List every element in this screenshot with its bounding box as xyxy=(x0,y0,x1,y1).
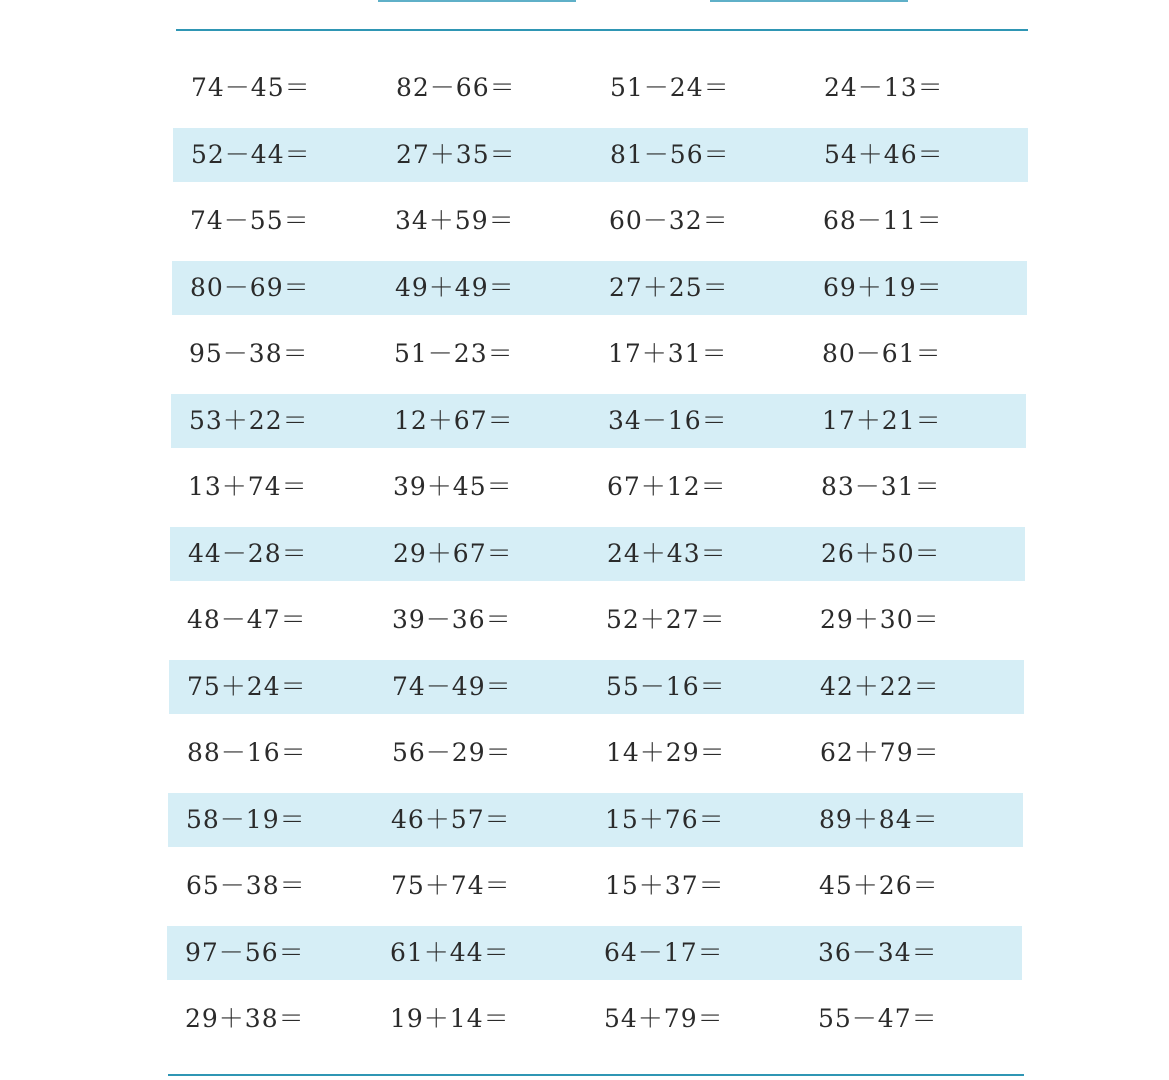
arithmetic-problem: 67＋12＝ xyxy=(607,472,727,501)
arithmetic-problem: 36－34＝ xyxy=(818,938,938,967)
arithmetic-problem: 69＋19＝ xyxy=(823,273,943,302)
arithmetic-problem: 54＋79＝ xyxy=(604,1004,724,1033)
arithmetic-problem: 56－29＝ xyxy=(392,738,512,767)
problem-row xyxy=(173,61,1028,115)
arithmetic-problem: 17＋21＝ xyxy=(822,406,942,435)
arithmetic-problem: 80－61＝ xyxy=(822,339,942,368)
arithmetic-problem: 39－36＝ xyxy=(392,605,512,634)
arithmetic-problem: 12＋67＝ xyxy=(394,406,514,435)
arithmetic-problem: 51－24＝ xyxy=(610,73,730,102)
arithmetic-problem: 29＋30＝ xyxy=(820,605,940,634)
arithmetic-problem: 27＋25＝ xyxy=(609,273,729,302)
problem-row xyxy=(170,460,1025,514)
problem-row xyxy=(172,261,1027,315)
arithmetic-problem: 15＋37＝ xyxy=(605,871,725,900)
problem-row xyxy=(167,992,1022,1046)
arithmetic-problem: 52－44＝ xyxy=(191,140,311,169)
arithmetic-problem: 45＋26＝ xyxy=(819,871,939,900)
arithmetic-problem: 68－11＝ xyxy=(823,206,943,235)
arithmetic-problem: 24－13＝ xyxy=(824,73,944,102)
arithmetic-problem: 27＋35＝ xyxy=(396,140,516,169)
arithmetic-problem: 75＋74＝ xyxy=(391,871,511,900)
arithmetic-problem: 24＋43＝ xyxy=(607,539,727,568)
problem-row xyxy=(168,793,1023,847)
arithmetic-problem: 62＋79＝ xyxy=(820,738,940,767)
arithmetic-problem: 88－16＝ xyxy=(187,738,307,767)
arithmetic-problem: 60－32＝ xyxy=(609,206,729,235)
arithmetic-problem: 81－56＝ xyxy=(610,140,730,169)
arithmetic-problem: 39＋45＝ xyxy=(393,472,513,501)
arithmetic-problem: 58－19＝ xyxy=(186,805,306,834)
arithmetic-problem: 55－16＝ xyxy=(606,672,726,701)
arithmetic-problem: 26＋50＝ xyxy=(821,539,941,568)
arithmetic-problem: 42＋22＝ xyxy=(820,672,940,701)
problem-row xyxy=(171,394,1026,448)
arithmetic-problem: 29＋38＝ xyxy=(185,1004,305,1033)
arithmetic-problem: 17＋31＝ xyxy=(608,339,728,368)
arithmetic-problem: 53＋22＝ xyxy=(189,406,309,435)
arithmetic-problem: 74－55＝ xyxy=(190,206,310,235)
arithmetic-problem: 19＋14＝ xyxy=(390,1004,510,1033)
arithmetic-problem: 49＋49＝ xyxy=(395,273,515,302)
arithmetic-problem: 97－56＝ xyxy=(185,938,305,967)
arithmetic-problem: 52＋27＝ xyxy=(606,605,726,634)
arithmetic-problem: 46＋57＝ xyxy=(391,805,511,834)
arithmetic-problem: 65－38＝ xyxy=(186,871,306,900)
arithmetic-problem: 82－66＝ xyxy=(396,73,516,102)
problem-row xyxy=(169,726,1024,780)
arithmetic-problem: 61＋44＝ xyxy=(390,938,510,967)
arithmetic-problem: 44－28＝ xyxy=(188,539,308,568)
arithmetic-problem: 34＋59＝ xyxy=(395,206,515,235)
arithmetic-problem: 51－23＝ xyxy=(394,339,514,368)
arithmetic-problem: 55－47＝ xyxy=(818,1004,938,1033)
arithmetic-problem: 95－38＝ xyxy=(189,339,309,368)
problem-row xyxy=(171,327,1026,381)
bottom-rule xyxy=(168,1074,1024,1076)
problem-row xyxy=(169,593,1024,647)
problem-row xyxy=(173,128,1028,182)
arithmetic-problem: 64－17＝ xyxy=(604,938,724,967)
arithmetic-problem: 54＋46＝ xyxy=(824,140,944,169)
arithmetic-problem: 80－69＝ xyxy=(190,273,310,302)
arithmetic-problem: 13＋74＝ xyxy=(188,472,308,501)
problem-row xyxy=(169,660,1024,714)
arithmetic-problem: 15＋76＝ xyxy=(605,805,725,834)
problem-row xyxy=(167,926,1022,980)
arithmetic-problem: 29＋67＝ xyxy=(393,539,513,568)
arithmetic-problem: 14＋29＝ xyxy=(606,738,726,767)
arithmetic-problem: 48－47＝ xyxy=(187,605,307,634)
problem-row xyxy=(170,527,1025,581)
arithmetic-problem: 83－31＝ xyxy=(821,472,941,501)
problem-row xyxy=(172,194,1027,248)
arithmetic-problem: 75＋24＝ xyxy=(187,672,307,701)
problem-row xyxy=(168,859,1023,913)
arithmetic-problem: 74－45＝ xyxy=(191,73,311,102)
arithmetic-problem: 74－49＝ xyxy=(392,672,512,701)
arithmetic-problem: 89＋84＝ xyxy=(819,805,939,834)
arithmetic-problem: 34－16＝ xyxy=(608,406,728,435)
